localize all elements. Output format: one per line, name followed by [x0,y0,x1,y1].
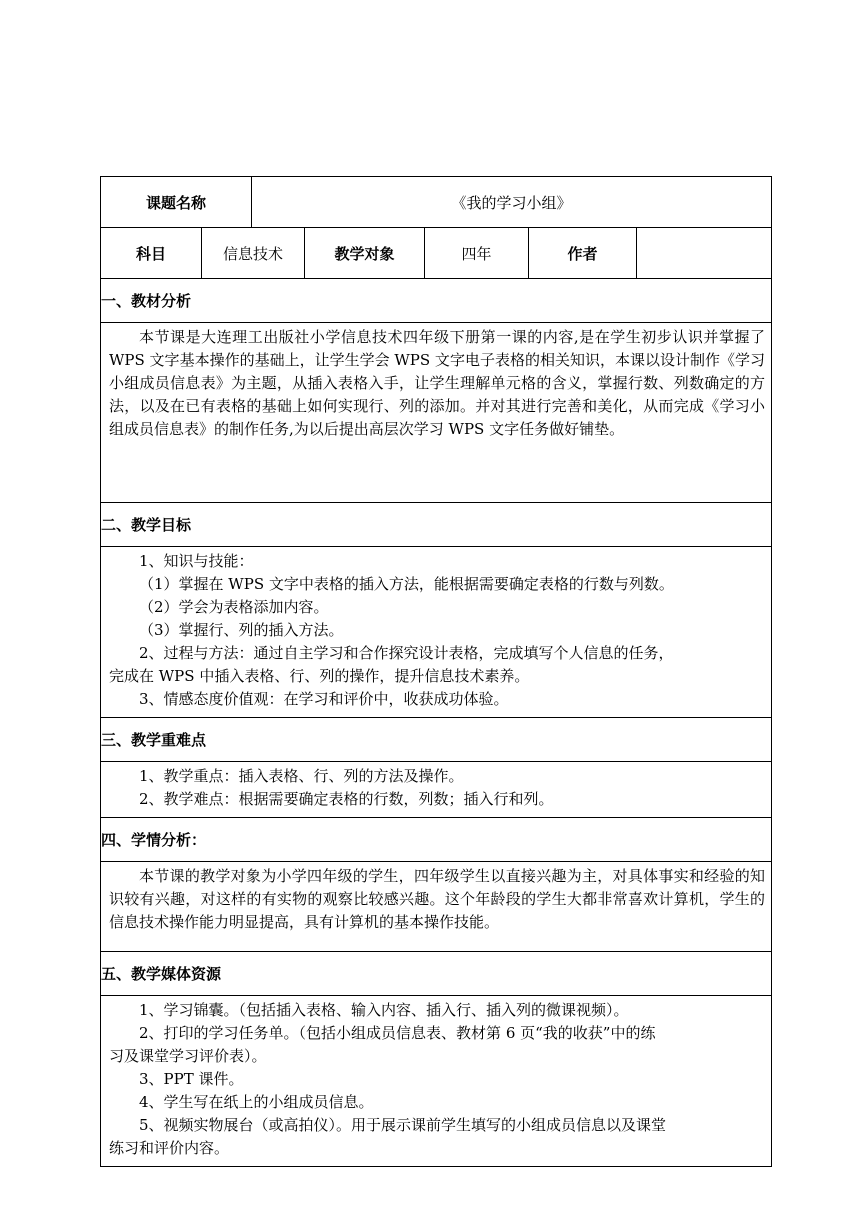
audience-label: 教学对象 [305,228,425,279]
section-students-body-row [101,862,772,952]
section-body [101,323,772,503]
topic-value: 《我的学习小组》 [252,177,772,228]
section-body [101,862,772,952]
section-students-title-row [101,818,772,862]
section-title: 三、教学重难点 [101,718,772,762]
goal-line: （3）掌握行、列的插入方法。 [139,621,344,639]
section-material-title-row [101,279,772,323]
goal-line: （2）学会为表格添加内容。 [139,598,329,616]
goal-line: （1）掌握在 WPS 文字中表格的插入方法，能根据需要确定表格的行数与列数。 [139,575,674,593]
section-body [101,762,772,818]
students-paragraph: 本节课的教学对象为小学四年级的学生，四年级学生以直接兴趣为主，对具体事实和经验的知识较有兴趣，对这样的有实物的观察比较感兴趣。这个年龄段的学生大都非常喜欢计算机，学生的信息技术操作能力明显提高，具有计算机的基本操作技能。 [109,867,766,931]
section-keypoints-title-row [101,718,772,762]
goal-line: 完成在 WPS 中插入表格、行、列的操作，提升信息技术素养。 [109,667,530,685]
keypoint-line: 2、教学难点：根据需要确定表格的行数，列数；插入行和列。 [139,790,554,808]
section-goals-body-row [101,547,772,718]
audience-value: 四年 [425,228,529,279]
material-paragraph: 本节课是大连理工出版社小学信息技术四年级下册第一课的内容,是在学生初步认识并掌握了 WPS 文字基本操作的基础上，让学生学会 WPS 文字电子表格的相关知识，本课以设计制作《学习小组成员信息表》为主题，从插入表格入手，让学生理解单元格的含义，掌握行数、列数确定的方法，以及在已有表格的基础上如何实现行、列的添加。并对其进行完善和美化，从而完成《学习小组成员信息表》的制作任务,为以后提出高层次学习 WPS 文字任务做好铺垫。 [109,328,766,438]
info-row [101,228,772,279]
topic-label: 课题名称 [101,177,252,228]
media-line: 练习和评价内容。 [109,1139,230,1157]
section-goals-title-row [101,503,772,547]
keypoint-line: 1、教学重点：插入表格、行、列的方法及操作。 [139,767,464,785]
media-line: 5、视频实物展台（或高拍仪）。用于展示课前学生填写的小组成员信息以及课堂 [139,1116,667,1134]
goal-line: 3、情感态度价值观：在学习和评价中，收获成功体验。 [139,690,509,708]
section-material-body-row [101,323,772,503]
author-label: 作者 [529,228,637,279]
section-title: 四、学情分析： [101,818,772,862]
section-keypoints-body-row [101,762,772,818]
goal-line: 1、知识与技能： [139,552,254,570]
author-value [637,228,772,279]
media-line: 1、学习锦囊。（包括插入表格、输入内容、插入行、插入列的微课视频）。 [139,1001,629,1019]
goal-line: 2、过程与方法：通过自主学习和合作探究设计表格，完成填写个人信息的任务， [139,644,674,662]
section-body [101,547,772,718]
lesson-plan-table [100,176,772,1167]
topic-row [101,177,772,228]
section-title: 一、教材分析 [101,279,772,323]
section-title: 二、教学目标 [101,503,772,547]
section-title: 五、教学媒体资源 [101,952,772,996]
subject-label: 科目 [101,228,202,279]
media-line: 3、PPT 课件。 [139,1070,244,1088]
media-line: 4、学生写在纸上的小组成员信息。 [139,1093,374,1111]
media-line: 习及课堂学习评价表）。 [109,1047,267,1065]
media-line: 2、打印的学习任务单。（包括小组成员信息表、教材第 6 页“我的收获”中的练 [139,1024,656,1042]
subject-value: 信息技术 [202,228,305,279]
lesson-plan [100,176,771,1167]
section-media-body-row [101,996,772,1167]
section-media-title-row [101,952,772,996]
section-body [101,996,772,1167]
